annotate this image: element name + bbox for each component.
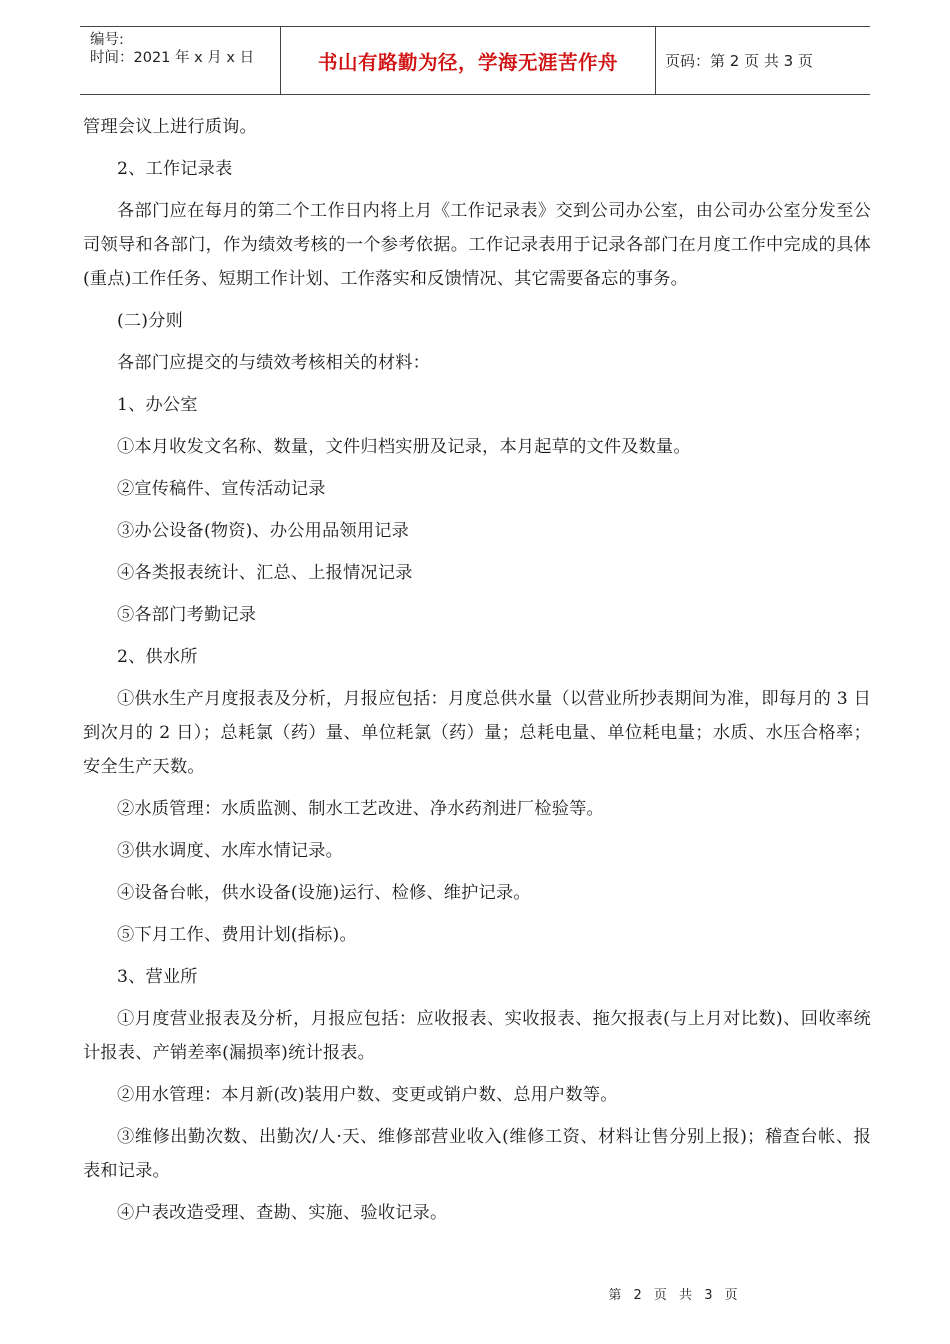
list-item: ②水质管理：水质监测、制水工艺改进、净水药剂进厂检验等。: [117, 799, 604, 819]
list-item: ④各类报表统计、汇总、上报情况记录: [117, 563, 413, 583]
page-footer: 第 2 页 共 3 页: [608, 1288, 742, 1303]
header-page-info: 页码：第 2 页 共 3 页: [665, 52, 813, 70]
list-item: ①月度营业报表及分析，月报应包括：应收报表、实收报表、拖欠报表(与上月对比数)、回收率统计报表、产销差率(漏损率)统计报表。: [83, 1009, 871, 1063]
document-number-label: 编号:: [90, 32, 124, 48]
list-item: ②用水管理：本月新(改)装用户数、变更或销户数、总用户数等。: [117, 1085, 618, 1105]
paragraph-continuation: 管理会议上进行质询。: [83, 117, 257, 137]
list-item: ④户表改造受理、查勘、实施、验收记录。: [117, 1203, 448, 1223]
section-heading-work-record: 2、工作记录表: [117, 159, 233, 179]
list-item: ③维修出勤次数、出勤次/人·天、维修部营业收入(维修工资、材料让售分别上报)；稽查台帐、报表和记录。: [83, 1127, 871, 1181]
section-heading-office: 1、办公室: [117, 395, 198, 415]
list-item: ②宣传稿件、宣传活动记录: [117, 479, 326, 499]
section-heading-water-supply: 2、供水所: [117, 647, 198, 667]
header-meta: [80, 27, 280, 94]
header-motto: 书山有路勤为径，学海无涯苦作舟: [280, 27, 656, 94]
document-header: [80, 26, 870, 95]
list-item: ③供水调度、水库水情记录。: [117, 841, 344, 861]
paragraph-materials-intro: 各部门应提交的与绩效考核相关的材料：: [117, 353, 430, 373]
section-heading-business: 3、营业所: [117, 967, 198, 987]
list-item: ①供水生产月度报表及分析，月报应包括：月度总供水量（以营业所抄表期间为准，即每月的 3 日到次月的 2 日）；总耗氯（药）量、单位耗氯（药）量；总耗电量、单位耗电量；水质、水压合格率；安全生产天数。: [83, 689, 871, 777]
list-item: ①本月收发文名称、数量，文件归档实册及记录，本月起草的文件及数量。: [117, 437, 691, 457]
document-body: [83, 110, 871, 1238]
section-heading-subrules: (二)分则: [117, 311, 183, 331]
paragraph-work-record: 各部门应在每月的第二个工作日内将上月《工作记录表》交到公司办公室，由公司办公室分发至公司领导和各部门，作为绩效考核的一个参考依据。工作记录表用于记录各部门在月度工作中完成的具体(重点)工作任务、短期工作计划、工作落实和反馈情况、其它需要备忘的事务。: [83, 201, 871, 289]
list-item: ⑤各部门考勤记录: [117, 605, 257, 625]
list-item: ③办公设备(物资)、办公用品领用记录: [117, 521, 410, 541]
list-item: ⑤下月工作、费用计划(指标)。: [117, 925, 357, 945]
document-time: 时间：2021 年 x 月 x 日: [90, 50, 255, 66]
list-item: ④设备台帐，供水设备(设施)运行、检修、维护记录。: [117, 883, 531, 903]
